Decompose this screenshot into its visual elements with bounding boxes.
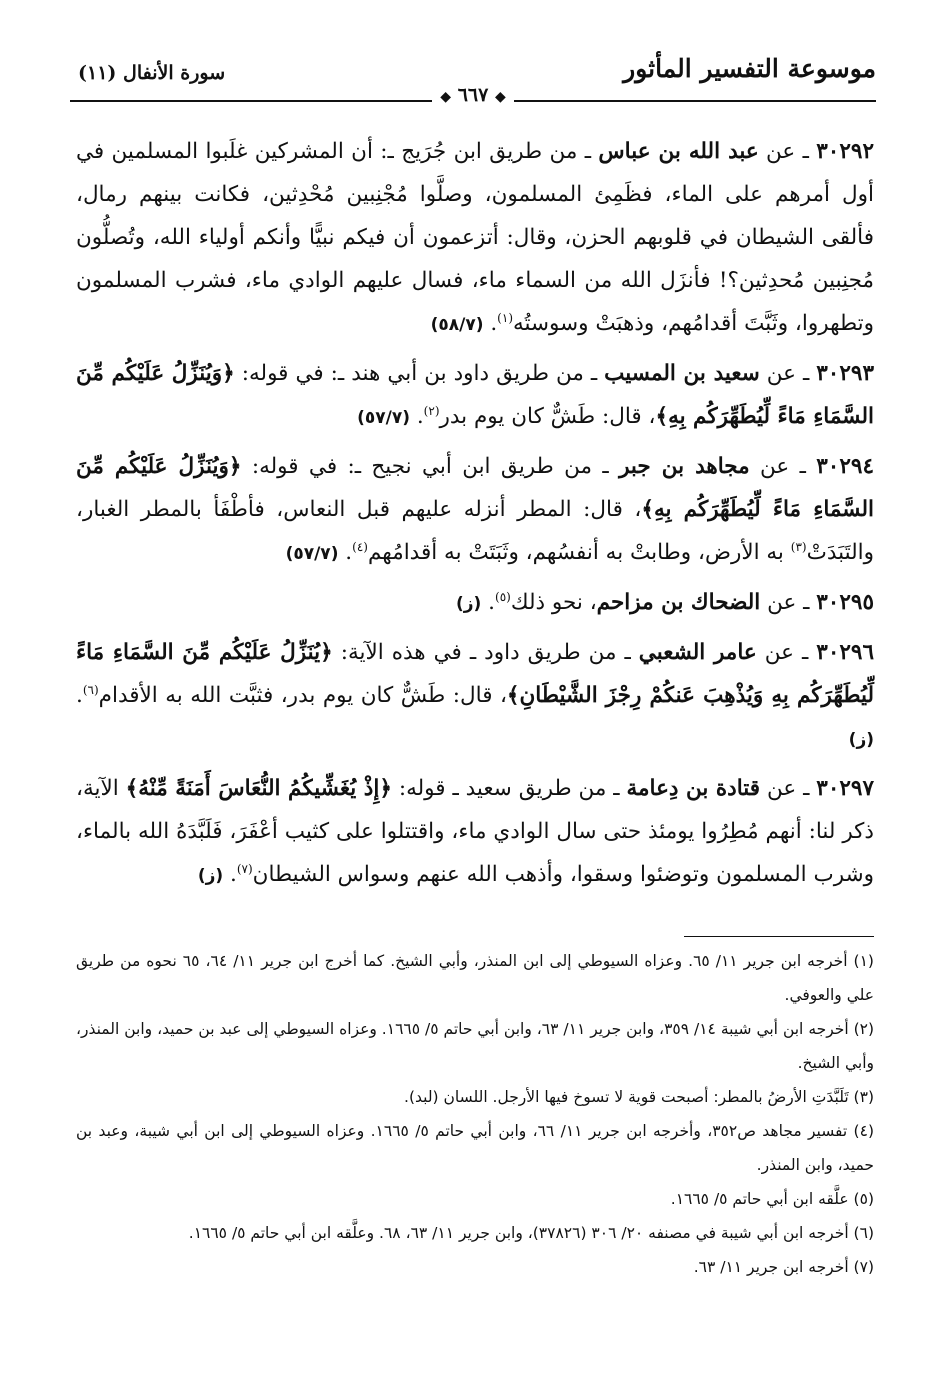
entry-30296: ٣٠٢٩٦ ـ عن عامر الشعبي ـ من طريق داود ـ في هذه الآية: ﴿يُنَزِّلُ عَلَيْكُم مِّنَ السَّمَاءِ مَاءً لِّيُطَهِّرَكُم بِهِ وَيُذْهِبَ عَنكُمْ رِجْزَ الشَّيْطَانِ﴾، قال: طَشٌّ كان يوم بدر، فثبَّت الله به الأقدام$^{(٦)}$. (ز) [76,640,875,750]
entry-number: ٣٠٢٩٥ [816,590,874,615]
entry-text: ، قال: طَشٌّ كان يوم بدر، فثبَّت الله به الأقدام [98,683,507,708]
entry-text: الآية، ذكر لنا: أنهم مُطِرُوا يومئذ حتى سال الوادي ماء، واقتتلوا على كثيب أعْفَرَ، فَلَبَّدَهُ الله بالماء، وشرب المسلمون وتوضئوا وسقوا، وأذهب الله عنهم وسواس الشيطان [76,776,874,887]
entry-text: ـ من طريق ابن جُرَيج ـ: أن المشركين غلَبوا المسلمين في أول أمرهم على الماء، فظَمِئ المسلمون، وصلَّوا مُجْنِبين مُحْدِثين، فكانت بينهم رمال، فألقى الشيطان في قلوبهم الحزن، وقال: أتزعمون أن فيكم نبيًّا وأنكم أولياء الله، وتُصلُّون مُجنِبين مُحدِثين؟! فأنزَل الله من السماء ماء، فسال عليهم الوادي ماء، فشرب المسلمون وتطهروا، وثَبَّتَ أقدامُهم، وذهبَتْ وسوستُه [76,139,874,336]
quran-verse: ﴿وَيُنَزِّلُ عَلَيْكُم مِّنَ السَّمَاءِ مَاءً لِّيُطَهِّرَكُم بِهِ﴾ [76,454,874,522]
volume-reference: (٥٧/٧) [285,544,339,564]
entry-30293: ٣٠٢٩٣ ـ عن سعيد بن المسيب ـ من طريق داود بن أبي هند ـ: في قوله: ﴿وَيُنَزِّلُ عَلَيْكُم مِّنَ السَّمَاءِ مَاءً لِّيُطَهِّرَكُم بِهِ﴾، قال: طَشٌّ كان يوم بدر$^{(٢)}$. (٥٧/٧) [76,361,874,429]
volume-reference: (ز) [848,730,874,750]
footnote-marker: (٣) [790,539,807,554]
entry-number: ٣٠٢٩٢ [816,139,874,164]
narrator-name: مجاهد بن جبر [619,454,750,479]
quran-verse: ﴿يُنَزِّلُ عَلَيْكُم مِّنَ السَّمَاءِ مَاءً لِّيُطَهِّرَكُم بِهِ وَيُذْهِبَ عَنكُمْ رِجْزَ الشَّيْطَانِ﴾ [76,640,874,708]
footnotes [76,944,874,1284]
footnote-6: (٦) أخرجه ابن أبي شيبة في مصنفه ٢٠/ ٣٠٦ (٣٧٨٢٦)، وابن جرير ١١/ ٦٣، ٦٨. وعلَّقه ابن أبي حاتم ٥/ ١٦٦٥. [188,1224,874,1242]
volume-reference: (٥٨/٧) [430,315,484,335]
volume-reference: (ز) [456,594,482,614]
quran-verse: ﴿وَيُنَزِّلُ عَلَيْكُم مِّنَ السَّمَاءِ مَاءً لِّيُطَهِّرَكُم بِهِ﴾ [76,361,874,429]
entry-text: ـ من طريق ابن أبي نجيح ـ: في قوله: [241,454,620,479]
footnote-marker: (٢) [423,403,440,418]
entry-text: ، قال: طَشٌّ كان يوم بدر [439,404,656,429]
entry-number: ٣٠٢٩٦ [816,640,875,665]
page-header [70,52,876,122]
footnote-1: (١) أخرجه ابن جرير ١١/ ٦٥. وعزاه السيوطي إلى ابن المنذر، وأبي الشيخ. كما أخرج ابن جرير ١١/ ٦٤، ٦٥ نحوه من طريق علي والعوفي. [76,952,874,1004]
footnote-2: (٢) أخرجه ابن أبي شيبة ١٤/ ٣٥٩، وابن جرير ١١/ ٦٣، وابن أبي حاتم ٥/ ١٦٦٥. وعزاه السيوطي إلى عبد بن حميد، وابن المنذر، وأبي الشيخ. [76,1020,875,1072]
footnote-marker: (٦) [82,682,99,697]
entry-number: ٣٠٢٩٤ [816,454,874,479]
footnote-marker: (١) [497,310,513,325]
entry-text: ـ من طريق داود بن أبي هند ـ: في قوله: [234,361,605,386]
narrator-name: عبد الله بن عباس [598,139,759,164]
footnote-marker: (٥) [495,589,511,604]
entry-text: به الأرض، وطابتْ به أنفسُهم، وثَبَتَتْ به أقدامُهم [367,540,791,565]
footnote-4: (٤) تفسير مجاهد ص٣٥٢، وأخرجه ابن جرير ١١/ ٦٦، وابن أبي حاتم ٥/ ١٦٦٥. وعزاه السيوطي إلى ابن أبي شيبة، وعبد بن حميد، وابن المنذر. [76,1122,874,1174]
entry-30294: ٣٠٢٩٤ ـ عن مجاهد بن جبر ـ من طريق ابن أبي نجيح ـ: في قوله: ﴿وَيُنَزِّلُ عَلَيْكُم مِّنَ السَّمَاءِ مَاءً لِّيُطَهِّرَكُم بِهِ﴾، قال: المطر أنزله عليهم قبل النعاس، فأطْفَأ بالمطر الغبار، والتَبَدَتْ$^{(٣)}$ به الأرض، وطابتْ به أنفسُهم، وثَبَتَتْ به أقدامُهم$^{(٤)}$. (٥٧/٧) [76,454,874,565]
volume-reference: (ز) [197,866,224,886]
quran-verse: ﴿إِذْ يُغَشِّيكُمُ النُّعَاسَ أَمَنَةً مِّنْهُ﴾ [125,776,392,801]
page-number-block [432,84,513,106]
narrator-name: عامر الشعبي [638,640,757,665]
volume-reference: (٥٧/٧) [357,408,410,428]
footnote-marker: (٧) [236,861,253,876]
footnote-marker: (٤) [352,539,368,554]
footnote-5: (٥) علَّقه ابن أبي حاتم ٥/ ١٦٦٥. [670,1190,874,1208]
main-text [76,130,874,903]
footnote-3: (٣) تَلَبَّدَتِ الأرضُ بالمطر: أصبحت قوية لا تسوخ فيها الأرجل. اللسان (لبد). [404,1088,874,1106]
entry-number: ٣٠٢٩٣ [816,361,874,386]
footnote-7: (٧) أخرجه ابن جرير ١١/ ٦٣. [693,1258,874,1276]
narrator-name: سعيد بن المسيب [604,361,760,386]
entry-text: ، نحو ذلك [510,590,597,615]
surah-label: سورة الأنفال (١١) [78,62,226,84]
entry-text: ـ من طريق داود ـ في هذه الآية: [332,640,639,665]
footnote-separator [684,936,874,937]
page-number: ٦٦٧ [457,84,489,106]
entry-text: ـ من طريق سعيد ـ قوله: [391,776,627,801]
narrator-name: قتادة بن دِعامة [626,776,761,801]
narrator-name: الضحاك بن مزاحم [596,590,761,615]
entry-30295: ٣٠٢٩٥ ـ عن الضحاك بن مزاحم، نحو ذلك$^{(٥)}$. (ز) [456,589,874,615]
entry-30297: ٣٠٢٩٧ ـ عن قتادة بن دِعامة ـ من طريق سعيد ـ قوله: ﴿إِذْ يُغَشِّيكُمُ النُّعَاسَ أَمَنَةً مِّنْهُ﴾ الآية، ذكر لنا: أنهم مُطِرُوا يومئذ حتى سال الوادي ماء، واقتتلوا على كثيب أعْفَرَ، فَلَبَّدَهُ الله بالماء، وشرب المسلمون وتوضئوا وسقوا، وأذهب الله عنهم وسواس الشيطان$^{(٧)}$. (ز) [76,776,875,887]
book-title: موسوعة التفسير المأثور [623,54,876,83]
entry-text: ، قال: المطر أنزله عليهم قبل النعاس، فأطْفَأ بالمطر الغبار، والتَبَدَتْ [76,497,874,565]
entry-30292: ٣٠٢٩٢ ـ عن عبد الله بن عباس ـ من طريق ابن جُرَيج ـ: أن المشركين غلَبوا المسلمين في أول أمرهم على الماء، فظَمِئ المسلمون، وصلَّوا مُجْنِبين مُحْدِثين، فكانت بينهم رمال، فألقى الشيطان في قلوبهم الحزن، وقال: أتزعمون أن فيكم نبيًّا وأنكم أولياء الله، وتُصلُّون مُجنِبين مُحدِثين؟! فأنزَل الله من السماء ماء، فسال عليهم الوادي ماء، فشرب المسلمون وتطهروا، وثَبَّتَ أقدامُهم، وذهبَتْ وسوستُه$^{(١)}$. (٥٨/٧) [76,139,874,336]
entry-number: ٣٠٢٩٧ [816,776,875,801]
ornament-icon: ◆ [440,89,452,105]
ornament-icon: ◆ [494,89,506,105]
